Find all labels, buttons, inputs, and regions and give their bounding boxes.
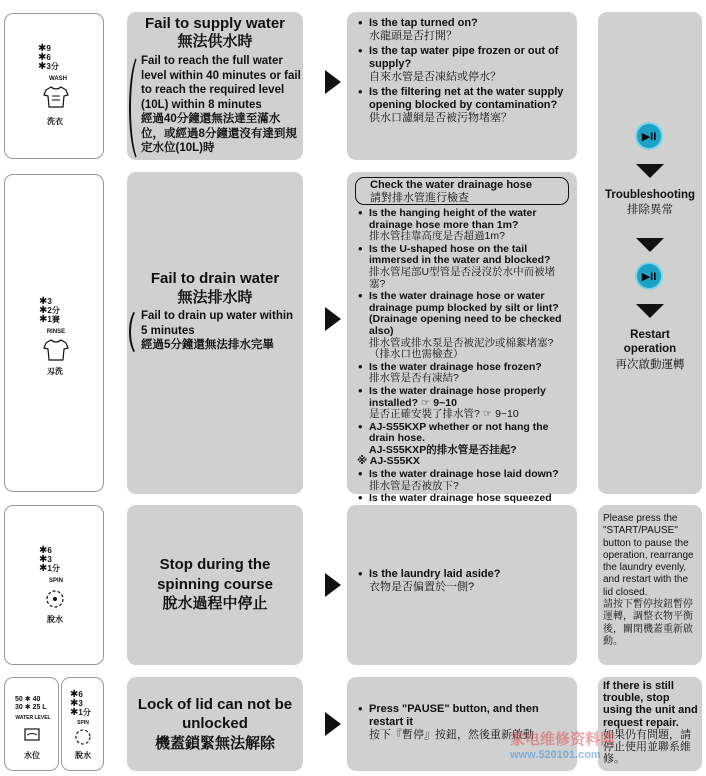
arrow-right-icon <box>325 307 341 331</box>
troubleshooting-label-en: Troubleshooting <box>604 189 696 201</box>
restart-label-en: Restart operation <box>623 329 677 355</box>
problem-title-zh: 無法供水時 <box>177 33 253 50</box>
rinse-label: 刄洗 <box>47 367 63 376</box>
problem-body: Fail to drain up water within 5 minutes 經過5分鐘還無法排水完畢 <box>141 310 294 351</box>
check-item: • Is the water drainage hose laid down? 排水管是否被放下? <box>357 469 569 492</box>
checks-supply-water <box>347 12 577 160</box>
check-hose-box: Check the water drainage hose 請對排水管進行檢查 <box>355 177 569 205</box>
instruction-note: Please press the "START/PAUSE" button to pause the operation, rearrange the laundry evenly, and restart with the lid closed. 請按下暫停按鈕暫停運轉，調整衣物平衡後，關閉機蓋重新啟動。 <box>603 513 694 647</box>
instruction-note: If there is still trouble, stop using the unit and request repair. 如果仍有問題，請停止使用並聯系維修。 <box>603 680 698 766</box>
problem-spin-stop <box>127 505 303 665</box>
water-level-caption: WATER LEVEL <box>15 715 51 721</box>
problem-title-en: Stop during the spinning course <box>157 556 273 593</box>
spin-drum-icon <box>43 588 67 610</box>
troubleshooting-side-panel <box>598 12 702 494</box>
star-icon: ✱ <box>39 563 48 574</box>
star-icon: ✱ <box>38 52 47 63</box>
shirt-icon <box>43 339 69 361</box>
water-tap-icon <box>23 726 41 742</box>
check-item: • Is the laundry laid aside? 衣物是否偏置於一側? <box>357 568 569 594</box>
arrow-right-icon <box>325 712 341 736</box>
check-item: • Is the filtering net at the water supply opening blocked by contamination? 供水口濾網是否被污物堵塞？ <box>357 86 569 125</box>
problem-supply-water <box>127 12 303 160</box>
start-pause-button-icon: ▶II <box>635 122 663 150</box>
spin-level-list: ✱6 ✱3 ✱1分 <box>39 545 60 574</box>
check-item: • Press "PAUSE" button, and then restart it 按下『暫停』按鈕，然後重新啟動 <box>357 703 569 742</box>
problem-title-en: Fail to drain water <box>150 270 280 287</box>
check-item: • Is the tap water pipe frozen or out of supply? 自來水管是否凍結或停水？ <box>357 45 569 84</box>
star-icon: ✱ <box>70 689 79 700</box>
wash-caption: WASH <box>49 76 67 82</box>
spin-level-list: ✱9 ✱6 ✱3分 <box>38 43 59 72</box>
spin-label: 脫水 <box>47 615 63 624</box>
star-icon: ✱ <box>70 698 79 709</box>
problem-title-en: Lock of lid can not be unlocked <box>137 696 293 732</box>
spin-indicator-panel-2 <box>61 677 104 771</box>
star-icon: ✱ <box>38 43 47 54</box>
problem-body: Fail to reach the full water level within 40 minutes or fail to reach the required level (10L) within 8 minutes 經過40分鐘還無法達至滿水位，或經過8分鐘還沒有達到規定水位(10L)時 <box>141 55 301 154</box>
check-item: • Is the water drainage hose or water drainage pump blocked by silt or lint? (Drainage opening need to be checked also) 排水管或排水泵是否被泥沙或棉絮堵塞?（排水口也需檢查） <box>357 291 569 361</box>
rinse-caption: RINSE <box>46 329 66 335</box>
check-item: • Is the tap turned on? 水龍頭是否打開？ <box>357 17 569 43</box>
arrow-down-icon <box>636 164 664 178</box>
troubleshooting-label-zh: 排除異常 <box>627 204 673 216</box>
check-item: • AJ-S55KXP whether or not hang the drain hose. AJ-S55KXP的排水管是否挂起? ※ AJ-S55KX <box>357 422 569 468</box>
spin-level-list: ✱3 ✱2分 ✱1賽 <box>39 296 60 325</box>
shirt-icon <box>43 86 69 108</box>
water-level-list: 50 ✱ 40 30 ✱ 25 L <box>15 696 47 711</box>
start-pause-button-icon: ▶II <box>635 262 663 290</box>
arrow-right-icon <box>325 70 341 94</box>
star-icon: ✱ <box>39 296 48 307</box>
checks-spin-stop <box>347 505 577 665</box>
arrow-down-icon <box>636 304 664 318</box>
restart-label-zh: 再次啟動運轉 <box>615 359 685 371</box>
spin-label: 脫水 <box>75 751 91 760</box>
star-icon: ✱ <box>39 545 48 556</box>
check-item: • Is the hanging height of the water drainage hose more than 1m? 排水管挂靠高度是否超過1m? <box>357 208 569 243</box>
star-icon: ✱ <box>70 707 79 718</box>
water-level-panel <box>4 677 59 771</box>
check-item: • Is the water drainage hose frozen? 排水管是否有凍結? <box>357 362 569 385</box>
spin-level-list: ✱6 ✱3 ✱1分 <box>70 689 91 718</box>
check-item: • Is the water drainage hose squeezed <box>357 493 569 528</box>
star-icon: ✱ <box>39 554 48 565</box>
checks-drain-water <box>347 172 577 505</box>
check-item: • Is the water drainage hose properly installed? ☞ 9~10 是否正確安裝了排水管? ☞ 9~10 <box>357 386 569 421</box>
spin-caption: SPIN <box>77 720 89 726</box>
spin-stop-instruction <box>598 505 702 665</box>
star-icon: ✱ <box>39 305 48 316</box>
star-icon: ✱ <box>39 314 48 325</box>
arrow-right-icon <box>325 573 341 597</box>
problem-drain-water <box>127 172 303 494</box>
spin-caption: SPIN <box>48 578 63 584</box>
problem-title-zh: 機蓋鎖緊無法解除 <box>154 735 275 752</box>
wash-indicator-panel <box>4 13 104 159</box>
wash-label: 洗衣 <box>47 117 63 126</box>
spin-indicator-panel <box>4 505 104 665</box>
rinse-indicator-panel <box>4 174 104 492</box>
star-icon: ✱ <box>38 61 47 72</box>
check-item: • Is the U-shaped hose on the tail immersed in the water and blocked? 排水管尾部U型管是否浸沒於水中而被堵塞? <box>357 244 569 290</box>
problem-lid-lock <box>127 677 303 771</box>
problem-title-en: Fail to supply water <box>144 15 286 32</box>
arrow-down-icon <box>636 238 664 252</box>
water-level-label: 水位 <box>24 751 40 760</box>
problem-title-zh: 無法排水時 <box>177 289 253 306</box>
spin-drum-icon <box>73 728 93 746</box>
watermark: 家电维修资料网 www.520101.com <box>510 731 616 761</box>
problem-title-zh: 脫水過程中停止 <box>162 595 268 612</box>
